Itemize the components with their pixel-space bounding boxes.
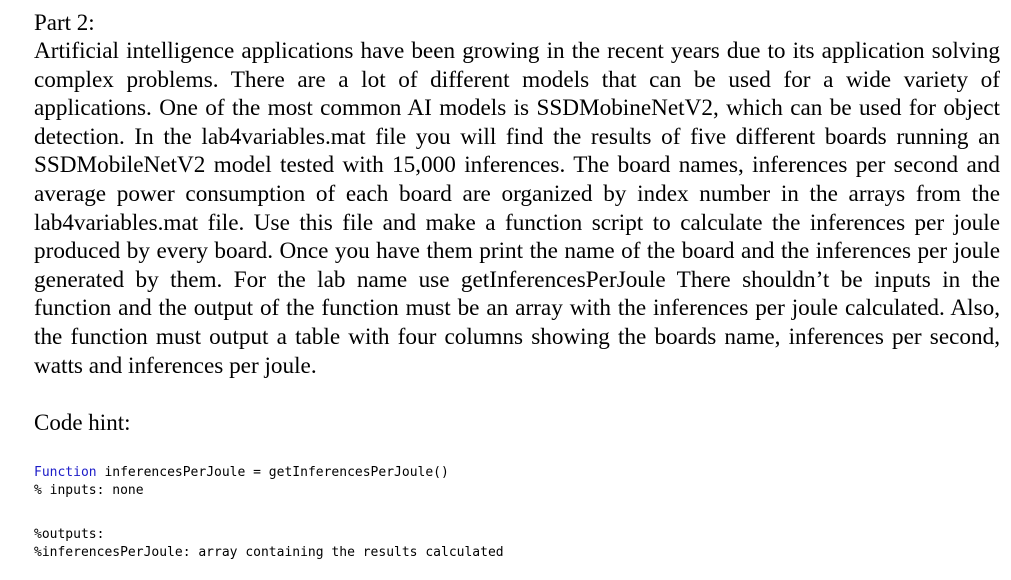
code-keyword-function: Function bbox=[34, 465, 97, 480]
problem-paragraph: Artificial intelligence applications have been growing in the recent years due to its application solving complex problems. There are a lot of different models that can be used for a wide variety of applications. One of the most common AI models is SSDMobineNetV2, which can be used for object detection. In the lab4variables.mat file you will find the results of five different boards running an SSDMobileNetV2 model tested with 15,000 inferences. The board names, inferences per second and average power consumption of each board are organized by index number in the arrays from the lab4variables.mat file. Use this file and make a function script to calculate the inferences per joule produced by every board. Once you have them print the name of the board and the inferences per joule generated by them. For the lab name use getInferencesPerJoule There shouldn’t be inputs in the function and the output of the function must be an array with the inferences per joule calculated. Also, the function must output a table with four columns showing the boards name, inferences per second, watts and inferences per joule. bbox=[34, 38, 1000, 379]
code-line-inputs-comment: % inputs: none bbox=[34, 483, 144, 498]
code-hint-title: Code hint: bbox=[34, 410, 131, 435]
code-line-outputs-comment: %outputs: bbox=[34, 527, 105, 542]
code-signature-text: inferencesPerJoule = getInferencesPerJoule() bbox=[96, 465, 449, 480]
code-line-output-description: %inferencesPerJoule: array containing the results calculated bbox=[34, 545, 504, 560]
part-heading: Part 2: bbox=[34, 10, 95, 35]
code-line-function-signature bbox=[34, 464, 449, 482]
document-page bbox=[34, 8, 1000, 560]
